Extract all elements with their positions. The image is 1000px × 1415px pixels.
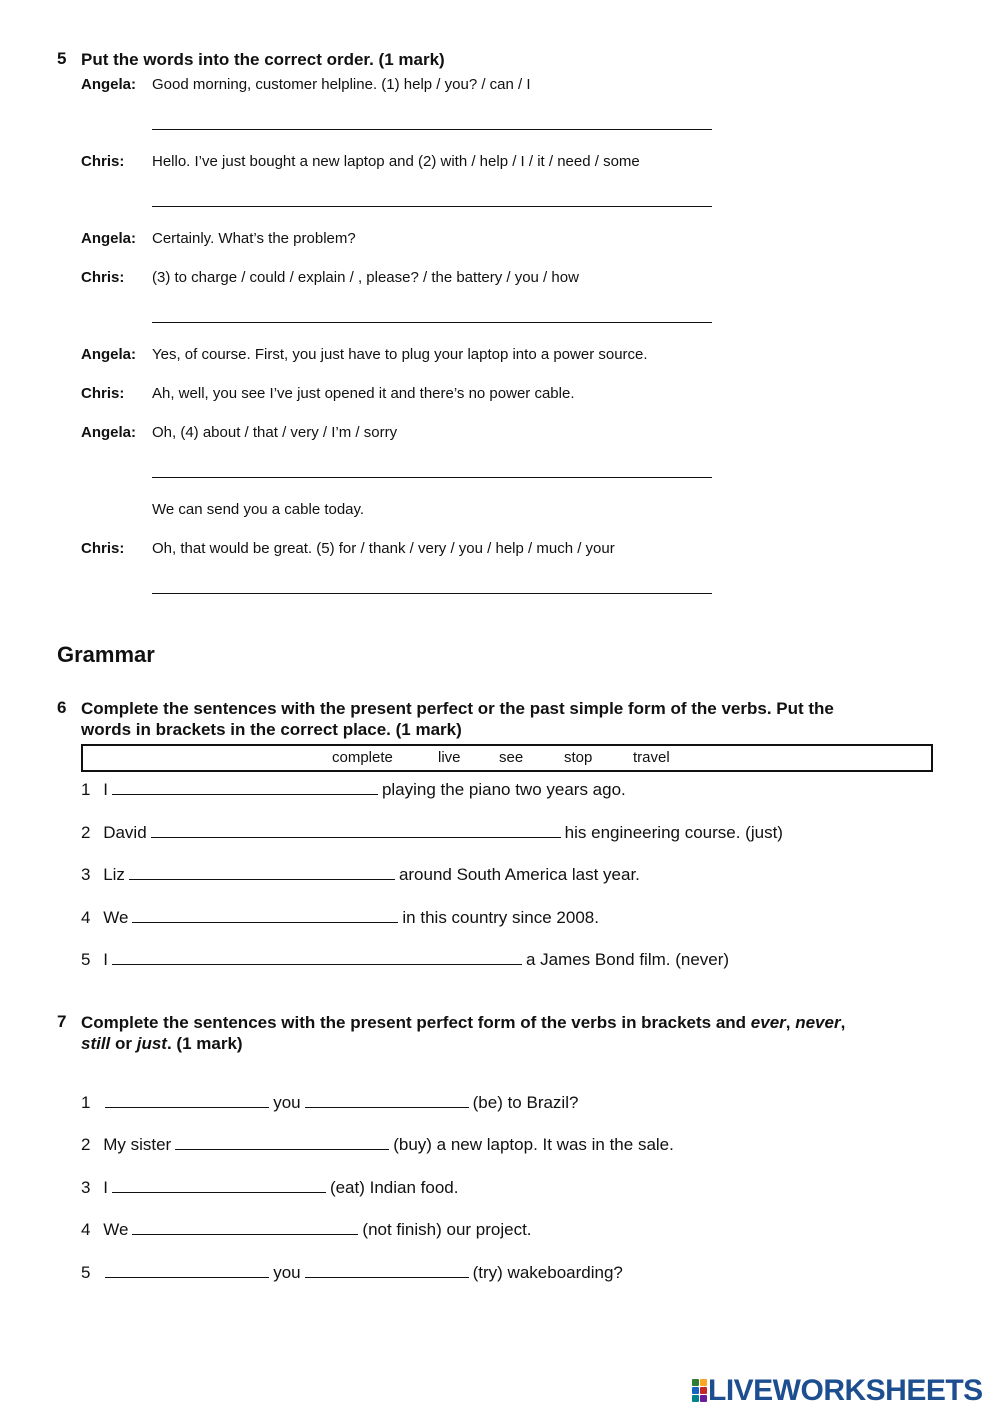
q7-item-3 — [81, 1176, 458, 1198]
item-number: 5 — [81, 1263, 91, 1282]
q5-speaker-9: Chris: — [81, 540, 125, 557]
q7-blank-3[interactable] — [112, 1176, 326, 1193]
q5-answer-2-input[interactable] — [152, 186, 712, 203]
q5-speaker-5: Angela: — [81, 346, 137, 363]
q5-line-9: Oh, that would be great. (5) for / thank / very / you / help / much / your — [152, 540, 615, 557]
q7-title-ever: ever — [750, 1013, 786, 1032]
q6-blank-3[interactable] — [129, 863, 395, 880]
q5-line-7: Oh, (4) about / that / very / I’m / sorry — [152, 424, 398, 441]
item-before: I — [103, 950, 108, 969]
word-box-item: live — [438, 749, 461, 766]
q6-item-1 — [81, 778, 626, 800]
q7-title-comma: , — [840, 1013, 846, 1032]
q5-title: Put the words into the correct order. (1 mark) — [81, 50, 445, 69]
q7-blank-5a[interactable] — [105, 1261, 269, 1278]
q5-answer-3-input[interactable] — [152, 302, 712, 319]
item-mid: you — [273, 1093, 301, 1112]
item-number: 1 — [81, 780, 91, 799]
item-number: 2 — [81, 823, 91, 842]
q5-line-8: We can send you a cable today. — [152, 501, 365, 518]
q7-blank-5b[interactable] — [305, 1261, 469, 1278]
q5-answer-3[interactable] — [152, 322, 712, 323]
item-after: (buy) a new laptop. It was in the sale. — [393, 1135, 674, 1154]
item-after: his engineering course. (just) — [564, 823, 783, 842]
item-after: (not finish) our project. — [362, 1220, 532, 1239]
q7-item-4 — [81, 1218, 532, 1240]
q7-blank-1b[interactable] — [305, 1091, 469, 1108]
word-box-item: travel — [633, 749, 670, 766]
q6-number: 6 — [57, 698, 67, 717]
item-number: 4 — [81, 1220, 91, 1239]
q5-answer-5[interactable] — [152, 593, 712, 594]
q6-blank-1[interactable] — [112, 778, 378, 795]
q5-answer-4-input[interactable] — [152, 457, 712, 474]
item-before: My sister — [103, 1135, 172, 1154]
q6-item-2 — [81, 821, 783, 843]
item-before: David — [103, 823, 147, 842]
q7-item-2 — [81, 1133, 674, 1155]
q5-speaker-1: Angela: — [81, 76, 137, 93]
q5-answer-1-input[interactable] — [152, 109, 712, 126]
word-box-item: stop — [564, 749, 593, 766]
q5-number: 5 — [57, 49, 67, 68]
q5-answer-4[interactable] — [152, 477, 712, 478]
q6-item-5 — [81, 948, 729, 970]
q5-line-3: Certainly. What’s the problem? — [152, 230, 356, 247]
q7-title-just: just — [136, 1034, 167, 1053]
q5-answer-2[interactable] — [152, 206, 712, 207]
q5-speaker-2: Chris: — [81, 153, 125, 170]
logo-text: LIVEWORKSHEETS — [708, 1374, 983, 1407]
q7-title — [81, 1012, 941, 1054]
q5-line-2: Hello. I’ve just bought a new laptop and (2) with / help / I / it / need / some — [152, 153, 640, 170]
q7-blank-4[interactable] — [132, 1218, 358, 1235]
q5-speaker-3: Angela: — [81, 230, 137, 247]
item-number: 3 — [81, 1178, 91, 1197]
item-before: We — [103, 1220, 129, 1239]
item-before: Liz — [103, 865, 125, 884]
q7-blank-1a[interactable] — [105, 1091, 269, 1108]
q6-item-4 — [81, 906, 599, 928]
q7-title-never: never — [795, 1013, 841, 1032]
q7-number: 7 — [57, 1012, 67, 1031]
item-after: around South America last year. — [398, 865, 640, 884]
item-mid: you — [273, 1263, 301, 1282]
item-number: 4 — [81, 908, 91, 927]
q7-blank-2[interactable] — [175, 1133, 389, 1150]
q5-line-1: Good morning, customer helpline. (1) help / you? / can / I — [152, 76, 531, 93]
q7-item-1 — [81, 1091, 578, 1113]
word-box — [81, 744, 933, 772]
q5-speaker-4: Chris: — [81, 269, 125, 286]
item-number: 1 — [81, 1093, 91, 1112]
q5-answer-1[interactable] — [152, 129, 712, 130]
q6-blank-5[interactable] — [112, 948, 522, 965]
q5-answer-5-input[interactable] — [152, 573, 712, 590]
item-after: a James Bond film. (never) — [525, 950, 730, 969]
item-after: (be) to Brazil? — [472, 1093, 579, 1112]
q6-blank-4[interactable] — [132, 906, 398, 923]
q6-title-line1: Complete the sentences with the present perfect or the past simple form of the verbs. Put the — [81, 699, 834, 718]
item-number: 3 — [81, 865, 91, 884]
section-heading-grammar: Grammar — [57, 642, 155, 667]
q7-item-5 — [81, 1261, 623, 1283]
item-before: I — [103, 780, 108, 799]
q5-line-5: Yes, of course. First, you just have to plug your laptop into a power source. — [152, 346, 648, 363]
q5-speaker-7: Angela: — [81, 424, 137, 441]
q6-title-line2: words in brackets in the correct place. (1 mark) — [81, 720, 462, 739]
item-before: I — [103, 1178, 108, 1197]
q5-line-4: (3) to charge / could / explain / , please? / the battery / you / how — [152, 269, 579, 286]
word-box-item: see — [499, 749, 524, 766]
q5-line-6: Ah, well, you see I’ve just opened it and there’s no power cable. — [152, 385, 575, 402]
q7-title-still: still — [81, 1034, 111, 1053]
word-box-item: complete — [332, 749, 393, 766]
item-after: (eat) Indian food. — [329, 1178, 459, 1197]
item-number: 5 — [81, 950, 91, 969]
item-after: in this country since 2008. — [402, 908, 599, 927]
q5-speaker-6: Chris: — [81, 385, 125, 402]
q7-title-end: . (1 mark) — [166, 1034, 243, 1053]
item-before: We — [103, 908, 129, 927]
item-after: (try) wakeboarding? — [472, 1263, 623, 1282]
item-after: playing the piano two years ago. — [381, 780, 626, 799]
q7-title-or: or — [110, 1034, 137, 1053]
q6-blank-2[interactable] — [151, 821, 561, 838]
q6-item-3 — [81, 863, 640, 885]
q7-title-text: Complete the sentences with the present perfect form of the verbs in brackets and — [81, 1013, 751, 1032]
item-number: 2 — [81, 1135, 91, 1154]
q7-title-comma: , — [785, 1013, 796, 1032]
